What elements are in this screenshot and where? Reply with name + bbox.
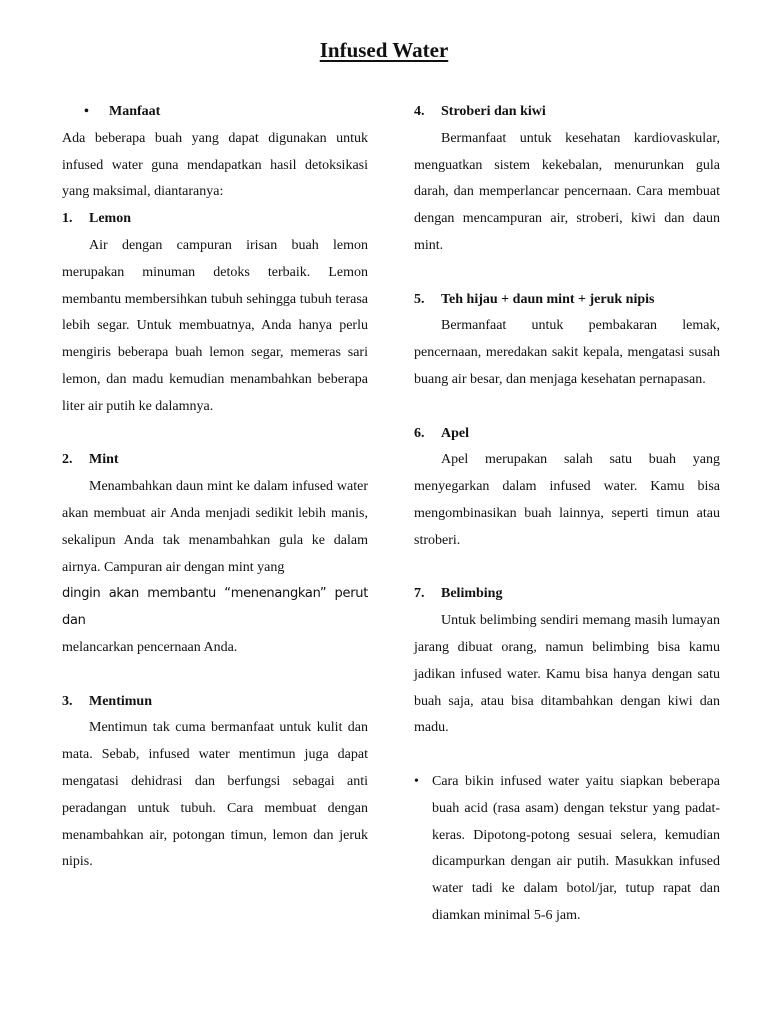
item-paragraph-stroberi-kiwi: Bermanfaat untuk kesehatan kardiovaskular, menguatkan sistem kekebalan, menurunkan gula darah, dan memperlancar pencernaan. Cara membuat dengan mencampuran air, stroberi, kiwi dan daun mint. (414, 130, 720, 253)
spacer (62, 421, 368, 448)
item-paragraph-mint: Menambahkan daun mint ke dalam infused water akan membuat air Anda menjadi sedikit lebih manis, sekalipun Anda tak menambahkan gula ke dalam airnya. Campuran air dengan mint yang (62, 479, 368, 575)
item-paragraph-mint-end: melancarkan pencernaan Anda. (62, 639, 238, 655)
item-heading-mentimun (62, 689, 368, 716)
spacer (414, 394, 720, 421)
right-column (414, 99, 720, 930)
item-number: 6. (414, 425, 425, 441)
manfaat-heading-text: Manfaat (109, 104, 161, 119)
item-paragraph-lemon: Air dengan campuran irisan buah lemon merupakan minuman detoks terbaik. Lemon membantu membersihkan tubuh sehingga tubuh terasa lebih segar. Untuk membuatnya, Anda hanya perlu mengiris beberapa buah lemon segar, memeras sari lemon, dan madu kemudian menambahkan beberapa liter air putih ke dalamnya. (62, 237, 368, 414)
item-title: Apel (441, 425, 469, 441)
item-number: 4. (414, 104, 425, 119)
item-number: 7. (414, 586, 425, 602)
spacer (414, 742, 720, 769)
item-paragraph-apel: Apel merupakan salah satu buah yang menyegarkan dalam infused water. Kamu bisa mengombinasikan buah lainnya, seperti timun atau stroberi. (414, 452, 720, 548)
bullet-icon: • (84, 104, 89, 119)
item-number: 5. (414, 291, 425, 307)
item-title: Mentimun (89, 693, 152, 709)
item-heading-apel (414, 421, 720, 448)
spacer (414, 260, 720, 287)
item-paragraph-belimbing: Untuk belimbing sendiri memang masih lumayan jarang dibuat orang, namun belimbing bisa kamu jadikan infused water. Kamu bisa hanya dengan satu buah saja, atau bisa ditambahkan dengan kiwi dan madu. (414, 613, 720, 736)
item-paragraph-mentimun: Mentimun tak cuma bermanfaat untuk kulit dan mata. Sebab, infused water mentimun juga dapat mengatasi dehidrasi dan berfungsi sebagai anti peradangan untuk tubuh. Cara membuat dengan menambahkan air, potongan timun, lemon dan jeruk nipis. (62, 720, 368, 870)
item-number: 1. (62, 211, 73, 227)
bullet-icon: • (414, 773, 419, 789)
item-paragraph-teh-hijau: Bermanfaat untuk pembakaran lemak, pencernaan, meredakan sakit kepala, mengatasi susah buang air besar, dan menjaga kesehatan pernapasan. (414, 318, 720, 387)
item-title: Stroberi dan kiwi (441, 104, 546, 119)
item-title: Teh hijau + daun mint + jeruk nipis (441, 291, 655, 307)
closing-bullet (414, 769, 720, 930)
item-title: Mint (89, 452, 119, 468)
item-paragraph-mint-handwritten-line: dingin akan membantu “menenangkan” perut dan (62, 586, 368, 629)
item-number: 2. (62, 452, 73, 468)
item-title: Lemon (89, 211, 131, 227)
document-title: Infused Water (319, 38, 449, 62)
item-heading-mint (62, 447, 368, 474)
spacer (62, 662, 368, 689)
item-title: Belimbing (441, 586, 503, 602)
item-heading-stroberi-kiwi (414, 99, 720, 126)
item-heading-teh-hijau (414, 287, 720, 314)
spacer (414, 555, 720, 582)
intro-paragraph: Ada beberapa buah yang dapat digunakan untuk infused water guna mendapatkan hasil detoksikasi yang maksimal, diantaranya: (62, 130, 368, 200)
item-heading-belimbing (414, 581, 720, 608)
manfaat-heading (62, 99, 368, 126)
item-number: 3. (62, 693, 73, 709)
closing-paragraph: Cara bikin infused water yaitu siapkan beberapa buah acid (rasa asam) dengan tekstur yang padat-keras. Dipotong-potong sesuai selera, kemudian dicampurkan dengan air putih. Masukkan infused water tadi ke dalam botol/jar, tutup rapat dan diamkan minimal 5-6 jam. (432, 773, 720, 923)
item-heading-lemon (62, 206, 368, 233)
left-column (62, 99, 368, 876)
